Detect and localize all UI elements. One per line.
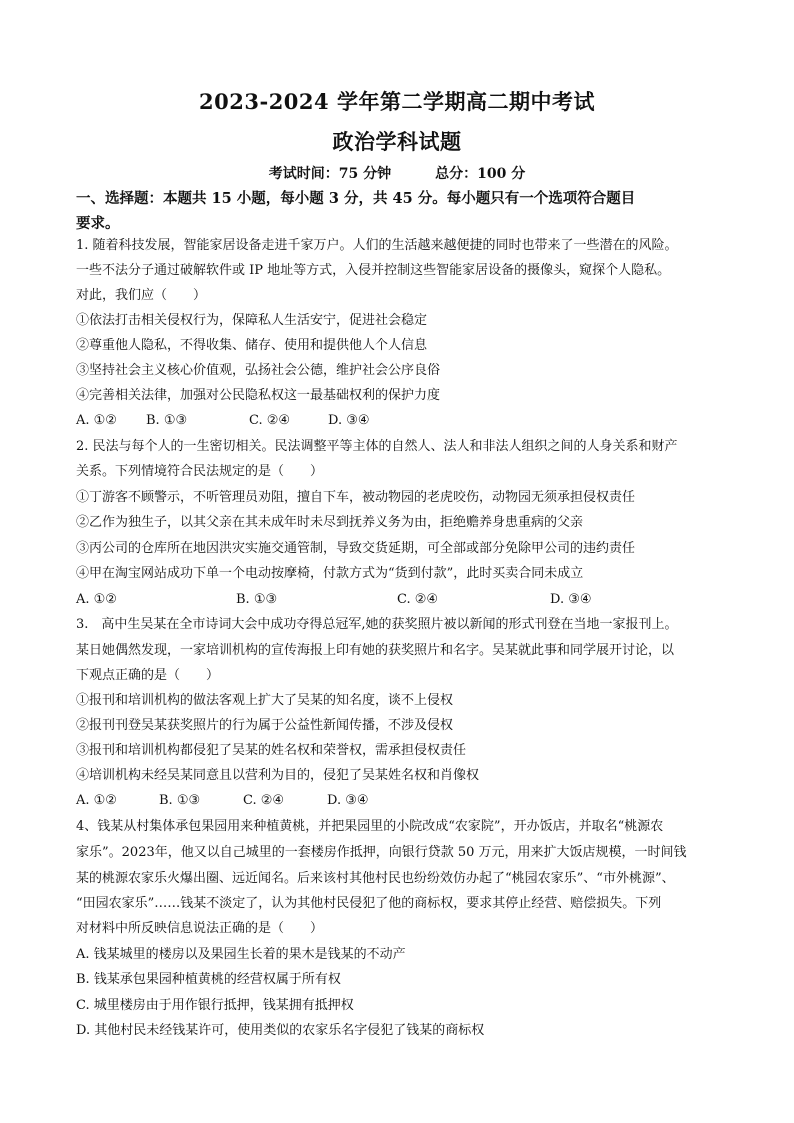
option-b: B. ①③ [159, 793, 201, 808]
option-d: D. 其他村民未经钱某许可，使用类似的农家乐名字侵犯了钱某的商标权 [76, 1023, 485, 1038]
question-item: ②尊重他人隐私，不得收集、储存、使用和提供他人个人信息 [76, 338, 428, 353]
question-stem-line: 3. 高中生吴某在全市诗词大会中成功夺得总冠军,她的获奖照片被以新闻的形式刊登在当地一家报刊上。 [76, 617, 678, 632]
option-a: A. ①② [76, 793, 117, 808]
question-stem-line: 某的桃源农家乐火爆出圈、远近闻名。后来该村其他村民也纷纷效仿办起了“桃园农家乐”、“市外桃源”、 [76, 871, 675, 886]
question-item: ①报刊和培训机构的做法客观上扩大了吴某的知名度，谈不上侵权 [76, 693, 454, 708]
option-c: C. 城里楼房由于用作银行抵押，钱某拥有抵押权 [76, 998, 354, 1013]
option-c: C. ②④ [249, 413, 291, 428]
option-b: B. ①③ [236, 592, 278, 607]
option-b: B. 钱某承包果园种植黄桃的经营权属于所有权 [76, 972, 341, 987]
question-stem-line: 对此，我们应（ ） [76, 288, 207, 303]
question-item: ④培训机构未经吴某同意且以营利为目的，侵犯了吴某姓名权和肖像权 [76, 768, 480, 783]
question-stem-line: 某日她偶然发现，一家培训机构的宣传海报上印有她的获奖照片和名字。吴某就此事和同学展开讨论，以 [76, 643, 675, 658]
option-d: D. ③④ [328, 413, 370, 428]
question-stem-line: “田园农家乐”……钱某不淡定了，认为其他村民侵犯了他的商标权，要求其停止经营、赔偿损失。下列 [76, 896, 662, 911]
question-item: ④甲在淘宝网站成功下单一个电动按摩椅，付款方式为“货到付款”，此时买卖合同未成立 [76, 566, 584, 581]
question-stem-line: 对材料中所反映信息说法正确的是（ ） [76, 921, 324, 936]
question-item: ④完善相关法律，加强对公民隐私权这一最基础权利的保护力度 [76, 388, 441, 403]
question-stem-line: 4、钱某从村集体承包果园用来种植黄桃，并把果园里的小院改成“农家院”，开办饭店，并取名“桃源农 [76, 819, 664, 834]
question-item: ②乙作为独生子，以其父亲在其未成年时未尽到抚养义务为由，拒绝赡养身患重病的父亲 [76, 515, 584, 530]
option-a: A. 钱某城里的楼房以及果园生长着的果木是钱某的不动产 [76, 947, 406, 962]
question-stem-line: 家乐”。2023年，他又以自己城里的一套楼房作抵押，向银行贷款 50 万元，用来扩大饭店规模，一时间钱 [76, 845, 687, 860]
question-item: ①丁游客不顾警示，不听管理员劝阻，擅自下车，被动物园的老虎咬伤，动物园无须承担侵权责任 [76, 490, 636, 505]
exam-subtitle: 政治学科试题 [332, 129, 462, 154]
option-d: D. ③④ [550, 592, 592, 607]
exam-time: 考试时间：75 分钟 [268, 166, 392, 182]
question-stem-line: 一些不法分子通过破解软件或 IP 地址等方式，入侵并控制这些智能家居设备的摄像头，窥探个人隐私。 [76, 263, 671, 278]
option-d: D. ③④ [327, 793, 369, 808]
exam-meta [0, 163, 794, 183]
question-stem-line: 关系。下列情境符合民法规定的是（ ） [76, 464, 324, 479]
question-item: ③坚持社会主义核心价值观，弘扬社会公德，维护社会公序良俗 [76, 363, 441, 378]
question-item: ②报刊刊登吴某获奖照片的行为属于公益性新闻传播，不涉及侵权 [76, 718, 454, 733]
exam-score: 总分：100 分 [435, 166, 526, 182]
section-heading-line2: 要求。 [76, 215, 120, 232]
option-b: B. ①③ [146, 413, 188, 428]
exam-title: 2023-2024 学年第二学期高二期中考试 [199, 89, 595, 114]
option-a: A. ①② [76, 413, 117, 428]
question-item: ③报刊和培训机构都侵犯了吴某的姓名权和荣誉权，需承担侵权责任 [76, 743, 467, 758]
question-stem-line: 2. 民法与每个人的一生密切相关。民法调整平等主体的自然人、法人和非法人组织之间的人身关系和财产 [76, 439, 678, 454]
question-stem-line: 下观点正确的是（ ） [76, 668, 220, 683]
option-c: C. ②④ [397, 592, 439, 607]
option-a: A. ①② [76, 592, 117, 607]
option-c: C. ②④ [243, 793, 285, 808]
question-stem-line: 1. 随着科技发展，智能家居设备走进千家万户。人们的生活越来越便捷的同时也带来了一些潜在的风险。 [76, 238, 678, 253]
section-heading-line1: 一、选择题：本题共 15 小题，每小题 3 分，共 45 分。每小题只有一个选项符合题目 [76, 190, 636, 207]
question-item: ③丙公司的仓库所在地因洪灾实施交通管制，导致交货延期，可全部或部分免除甲公司的违约责任 [76, 541, 636, 556]
question-item: ①依法打击相关侵权行为，保障私人生活安宁，促进社会稳定 [76, 313, 428, 328]
